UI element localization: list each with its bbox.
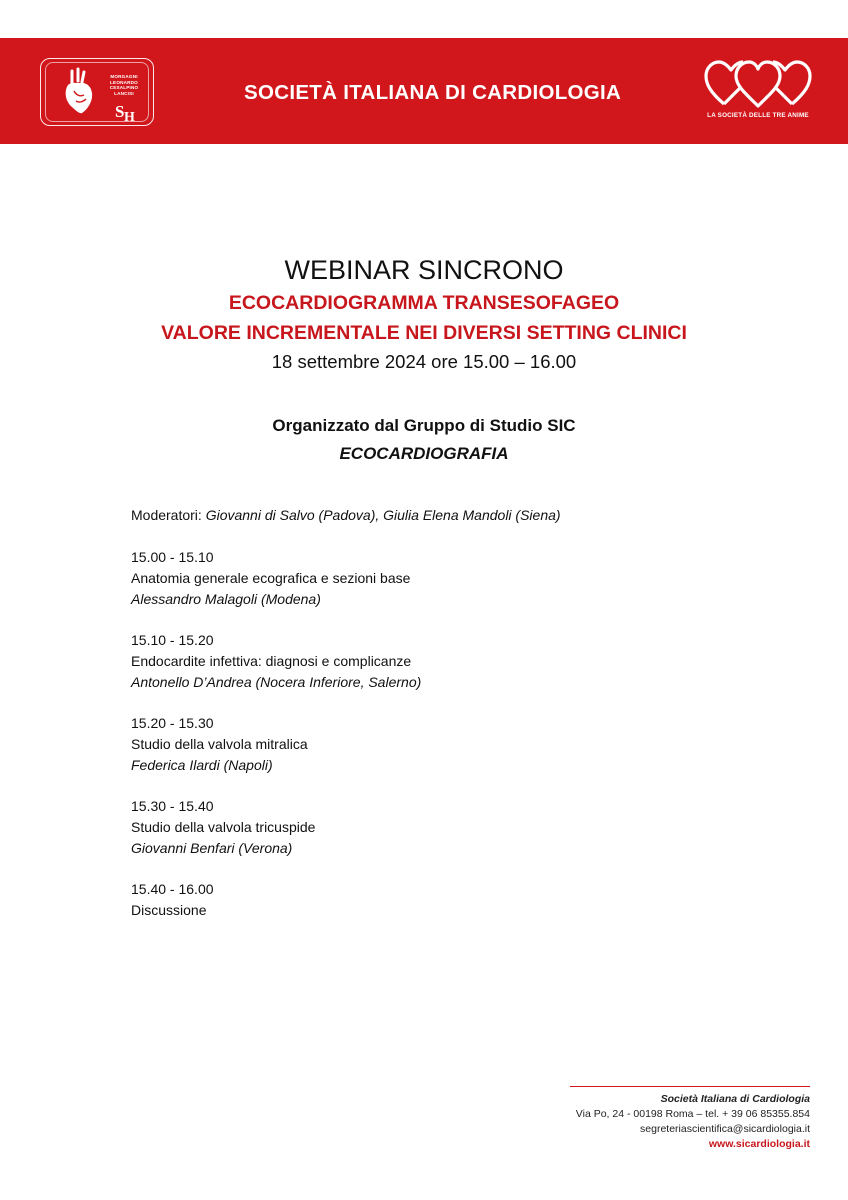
program-session	[131, 796, 731, 859]
session-speaker: Antonello D’Andrea (Nocera Inferiore, Salerno)	[131, 674, 422, 690]
session-time: 15.20 - 15.30	[131, 715, 214, 731]
session-speaker: Federica Ilardi (Napoli)	[131, 757, 273, 773]
logo-name-4: LANCISI	[114, 90, 134, 96]
program-session	[131, 630, 731, 693]
program-session	[131, 713, 731, 776]
session-topic: Studio della valvola tricuspide	[131, 819, 316, 835]
session-time: 15.40 - 16.00	[131, 881, 214, 897]
logo-name-3: CESALPINO	[109, 85, 139, 91]
footer-divider	[570, 1086, 810, 1087]
study-group-name: ECOCARDIOGRAFIA	[339, 444, 509, 463]
event-date: 18 settembre 2024 ore 15.00 – 16.00	[271, 351, 577, 372]
event-title-block	[0, 252, 848, 376]
three-hearts-logo	[704, 56, 812, 126]
footer-contact	[570, 1086, 810, 1152]
session-speaker: Giovanni Benfari (Verona)	[131, 840, 293, 856]
organizer-line: Organizzato dal Gruppo di Studio SIC	[272, 416, 576, 435]
session-topic: Studio della valvola mitralica	[131, 736, 308, 752]
footer-email[interactable]: segreteriascientifica@sicardiologia.it	[640, 1123, 810, 1135]
organizer-block	[0, 412, 848, 468]
anatomical-heart-icon	[62, 67, 96, 115]
society-name: SOCIETÀ ITALIANA DI CARDIOLOGIA	[244, 81, 622, 104]
moderators-names: Giovanni di Salvo (Padova), Giulia Elena Mandoli (Siena)	[205, 507, 561, 523]
header-band	[0, 38, 848, 144]
logo-tagline: LA SOCIETÀ DELLE TRE ANIME	[707, 112, 809, 119]
logo-names	[102, 74, 146, 96]
session-topic: Discussione	[131, 902, 207, 918]
event-type: WEBINAR SINCRONO	[284, 255, 564, 285]
event-title-line-1: ECOCARDIOGRAMMA TRANSESOFAGEO	[228, 292, 620, 314]
three-hearts-icon	[704, 56, 812, 110]
svg-text:H: H	[124, 110, 135, 122]
session-topic: Endocardite infettiva: diagnosi e complicanze	[131, 653, 412, 669]
session-time: 15.00 - 15.10	[131, 549, 214, 565]
program-session	[131, 547, 731, 610]
footer-address: Via Po, 24 - 00198 Roma – tel. + 39 06 85355.854	[575, 1108, 810, 1120]
session-speaker: Alessandro Malagoli (Modena)	[131, 591, 321, 607]
session-time: 15.10 - 15.20	[131, 632, 214, 648]
sic-emblem-logo	[40, 58, 158, 128]
moderators-line	[131, 505, 731, 525]
moderators-label: Moderatori:	[131, 507, 206, 523]
event-title-line-2: VALORE INCREMENTALE NEI DIVERSI SETTING CLINICI	[161, 322, 687, 344]
svg-text:S: S	[115, 102, 125, 121]
logo-name-1: MORGAGNI	[110, 74, 138, 79]
sic-monogram-icon	[114, 100, 138, 122]
footer-website-link[interactable]: www.sicardiologia.it	[708, 1138, 810, 1150]
footer-org-name: Società Italiana di Cardiologia	[660, 1093, 810, 1105]
session-time: 15.30 - 15.40	[131, 798, 214, 814]
program-section	[131, 505, 731, 941]
session-topic: Anatomia generale ecografica e sezioni base	[131, 570, 411, 586]
program-session	[131, 879, 731, 921]
logo-name-2: LEONARDO	[110, 79, 138, 85]
